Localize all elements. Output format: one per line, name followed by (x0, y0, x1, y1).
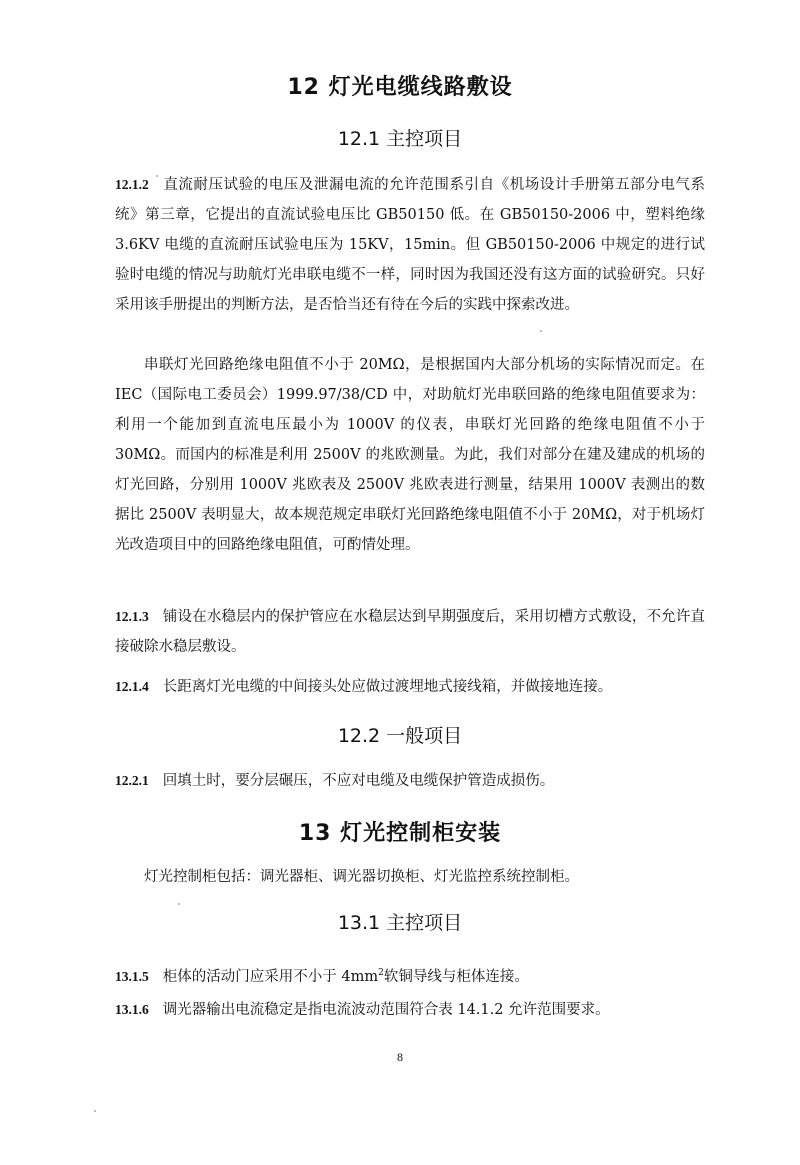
chapter-12-title: 12 灯光电缆线路敷设 (287, 75, 513, 100)
clause-12-2-1 (115, 766, 705, 796)
clause-text: 回填土时，要分层碾压，不应对电缆及电缆保护管造成损伤。 (162, 773, 555, 789)
scan-speck (540, 330, 542, 332)
section-12-1-title: 12.1 主控项目 (337, 128, 463, 150)
clause-13-1-6 (115, 995, 705, 1025)
section-12-2-title: 12.2 一般项目 (337, 725, 463, 747)
clause-number: 13.1.6 (115, 1002, 149, 1017)
superscript: 2 (378, 968, 384, 978)
clause-number: 12.1.3 (115, 609, 149, 624)
clause-text-after: 软铜导线与柜体连接。 (383, 968, 529, 985)
clause-12-1-3 (115, 602, 705, 662)
chapter-13-intro: 灯光控制柜包括：调光器柜、调光器切换柜、灯光监控系统控制柜。 (144, 869, 579, 885)
scan-speck (156, 175, 158, 177)
clause-number: 12.1.2 (115, 177, 149, 192)
clause-text: 直流耐压试验的电压及泄漏电流的允许范围系引自《机场设计手册第五部分电气系统》第三章，它提出的直流试验电压比 GB50150 低。在 GB50150-2006 中，塑料绝缘 3.6KV 电缆的直流耐压试验电压为 15KV，15min。但 GB50150-2006 中规定的进行试验时电缆的情况与助航灯光串联电缆不一样，同时因为我国还没有这方面的试验研究。只好采用该手册提出的判断方法，是否恰当还有待在今后的实践中探索改进。 (115, 177, 705, 313)
section-13-1-title: 13.1 主控项目 (337, 912, 463, 934)
clause-number: 12.1.4 (115, 679, 149, 694)
clause-12-1-2 (115, 170, 705, 320)
scan-speck (178, 903, 180, 905)
clause-text-before: 柜体的活动门应采用不小于 4mm (162, 968, 379, 985)
clause-13-1-5 (115, 958, 705, 992)
clause-text: 长距离灯光电缆的中间接头处应做过渡埋地式接线箱，并做接地连接。 (162, 679, 613, 695)
insulation-resistance-paragraph: 串联灯光回路绝缘电阻值不小于 20MΩ，是根据国内大部分机场的实际情况而定。在 IEC（国际电工委员会）1999.97/38/CD 中，对助航灯光串联回路的绝缘电阻值要求为：利用一个能加到直流电压最小为 1000V 的仪表，串联灯光回路的绝缘电阻值不小于 30MΩ。而国内的标准是利用 2500V 的兆欧测量。为此，我们对部分在建及建成的机场的灯光回路，分别用 1000V 兆欧表及 2500V 兆欧表进行测量，结果用 1000V 表测出的数据比 2500V 表明显大，故本规范规定串联灯光回路绝缘电阻值不小于 20MΩ，对于机场灯光改造项目中的回路绝缘电阻值，可酌情处理。 (115, 357, 705, 553)
chapter-13-title: 13 灯光控制柜安装 (298, 821, 502, 846)
clause-number: 12.2.1 (115, 773, 149, 788)
scan-speck (94, 1110, 96, 1112)
clause-text: 调光器输出电流稳定是指电流波动范围符合表 14.1.2 允许范围要求。 (162, 1002, 610, 1018)
clause-12-1-4 (115, 672, 705, 702)
page-number: 8 (397, 1050, 403, 1064)
clause-text: 铺设在水稳层内的保护管应在水稳层达到早期强度后，采用切槽方式敷设，不允许直接破除水稳层敷设。 (115, 609, 705, 655)
clause-number: 13.1.5 (115, 968, 149, 984)
